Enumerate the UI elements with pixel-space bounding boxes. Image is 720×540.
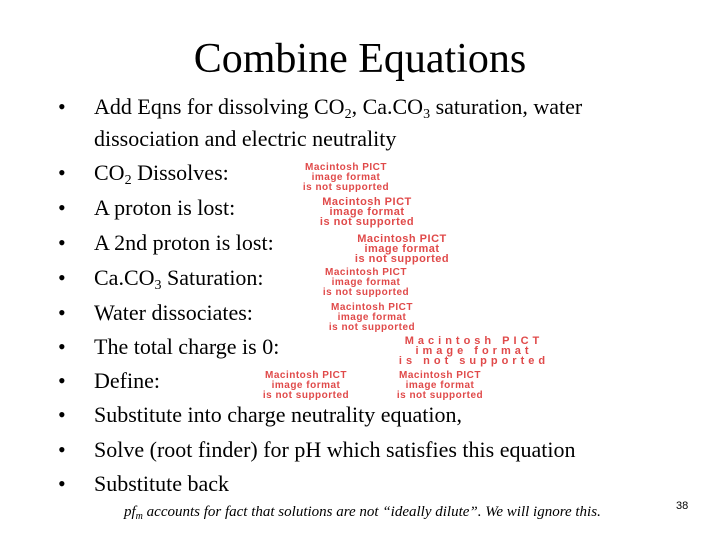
bullet-icon: • xyxy=(58,300,66,325)
footnote: $pf_m$ accounts for fact that solutions are not “ideally dilute”. We will ignore this. xyxy=(124,504,601,522)
bullet-icon: • xyxy=(58,334,66,359)
bullet-icon: • xyxy=(58,471,66,496)
pict-placeholder-image: Macintosh PICT image format is not supported xyxy=(302,162,390,193)
bullet-icon: • xyxy=(58,368,66,393)
bullet-icon: • xyxy=(58,265,66,290)
pict-placeholder-image: Macintosh PICT image format is not supported xyxy=(396,370,484,401)
slide-number: 38 xyxy=(676,500,689,512)
slide-title: Combine Equations xyxy=(193,36,527,82)
bullet-icon: • xyxy=(58,195,66,220)
bullet-icon: • xyxy=(58,94,66,119)
pict-placeholder-image: Macintosh PICT image format is not supported xyxy=(319,196,415,228)
pict-placeholder-image: Macintosh PICT image format is not supported xyxy=(262,370,350,401)
bullet-icon: • xyxy=(58,230,66,255)
pict-placeholder-image: Macintosh PICT image format is not supported xyxy=(398,335,550,367)
pict-placeholder-image: Macintosh PICT image format is not supported xyxy=(328,302,416,333)
pict-placeholder-image: Macintosh PICT image format is not supported xyxy=(354,233,450,265)
bullet-icon: • xyxy=(58,402,66,427)
bullet-icon: • xyxy=(58,160,66,185)
pict-placeholder-image: Macintosh PICT image format is not supported xyxy=(322,267,410,298)
bullet-icon: • xyxy=(58,437,66,462)
